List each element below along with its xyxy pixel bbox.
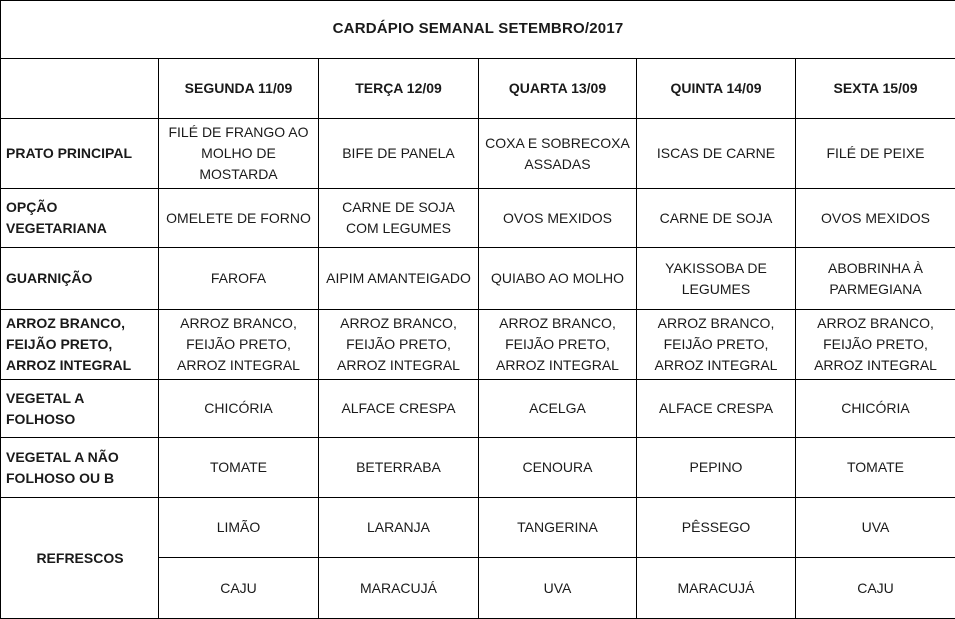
row-label-refrescos: REFRESCOS xyxy=(1,498,159,619)
menu-cell: FILÉ DE PEIXE xyxy=(796,119,955,189)
day-header-monday: SEGUNDA 11/09 xyxy=(159,59,319,119)
corner-cell xyxy=(1,59,159,119)
menu-cell: TOMATE xyxy=(159,438,319,498)
menu-cell: LIMÃO xyxy=(159,498,319,558)
menu-cell: AIPIM AMANTEIGADO xyxy=(319,248,479,310)
menu-cell: ARROZ BRANCO, FEIJÃO PRETO, ARROZ INTEGRAL xyxy=(637,310,796,380)
menu-cell: ACELGA xyxy=(479,380,637,438)
menu-cell: ARROZ BRANCO, FEIJÃO PRETO, ARROZ INTEGRAL xyxy=(319,310,479,380)
menu-cell: ISCAS DE CARNE xyxy=(637,119,796,189)
menu-cell: MARACUJÁ xyxy=(319,558,479,619)
day-header-friday: SEXTA 15/09 xyxy=(796,59,955,119)
menu-cell: OVOS MEXIDOS xyxy=(479,189,637,248)
menu-cell: CHICÓRIA xyxy=(796,380,955,438)
table-row xyxy=(1,438,955,498)
menu-cell: CENOURA xyxy=(479,438,637,498)
page-title: CARDÁPIO SEMANAL SETEMBRO/2017 xyxy=(1,1,955,59)
menu-cell: ALFACE CRESPA xyxy=(637,380,796,438)
table-row xyxy=(1,248,955,310)
menu-cell: CARNE DE SOJA COM LEGUMES xyxy=(319,189,479,248)
row-label-vegetal-nao-folhoso: VEGETAL A NÃO FOLHOSO OU B xyxy=(1,438,159,498)
row-label-arroz-feijao: ARROZ BRANCO, FEIJÃO PRETO, ARROZ INTEGRAL xyxy=(1,310,159,380)
menu-cell: FAROFA xyxy=(159,248,319,310)
menu-cell: CAJU xyxy=(796,558,955,619)
table-row xyxy=(1,119,955,189)
menu-cell: YAKISSOBA DE LEGUMES xyxy=(637,248,796,310)
row-label-prato-principal: PRATO PRINCIPAL xyxy=(1,119,159,189)
menu-cell: LARANJA xyxy=(319,498,479,558)
menu-cell: PÊSSEGO xyxy=(637,498,796,558)
menu-cell: CAJU xyxy=(159,558,319,619)
menu-cell: OMELETE DE FORNO xyxy=(159,189,319,248)
day-header-wednesday: QUARTA 13/09 xyxy=(479,59,637,119)
menu-cell: UVA xyxy=(796,498,955,558)
day-header-tuesday: TERÇA 12/09 xyxy=(319,59,479,119)
menu-cell: ALFACE CRESPA xyxy=(319,380,479,438)
menu-cell: OVOS MEXIDOS xyxy=(796,189,955,248)
menu-cell: MARACUJÁ xyxy=(637,558,796,619)
row-label-vegetal-folhoso: VEGETAL A FOLHOSO xyxy=(1,380,159,438)
menu-cell: QUIABO AO MOLHO xyxy=(479,248,637,310)
row-label-opcao-vegetariana: OPÇÃO VEGETARIANA xyxy=(1,189,159,248)
menu-cell: UVA xyxy=(479,558,637,619)
table-row xyxy=(1,189,955,248)
table-row xyxy=(1,310,955,380)
table-row xyxy=(1,380,955,438)
menu-cell: ARROZ BRANCO, FEIJÃO PRETO, ARROZ INTEGRAL xyxy=(479,310,637,380)
table-row xyxy=(1,498,955,558)
menu-cell: CHICÓRIA xyxy=(159,380,319,438)
menu-cell: BETERRABA xyxy=(319,438,479,498)
menu-cell: PEPINO xyxy=(637,438,796,498)
menu-cell: ARROZ BRANCO, FEIJÃO PRETO, ARROZ INTEGRAL xyxy=(796,310,955,380)
menu-cell: COXA E SOBRECOXA ASSADAS xyxy=(479,119,637,189)
menu-cell: TANGERINA xyxy=(479,498,637,558)
menu-cell: ARROZ BRANCO, FEIJÃO PRETO, ARROZ INTEGRAL xyxy=(159,310,319,380)
menu-cell: TOMATE xyxy=(796,438,955,498)
menu-cell: CARNE DE SOJA xyxy=(637,189,796,248)
title-row xyxy=(1,1,955,59)
row-label-guarnicao: GUARNIÇÃO xyxy=(1,248,159,310)
menu-cell: ABOBRINHA À PARMEGIANA xyxy=(796,248,955,310)
day-header-row xyxy=(1,59,955,119)
menu-cell: FILÉ DE FRANGO AO MOLHO DE MOSTARDA xyxy=(159,119,319,189)
day-header-thursday: QUINTA 14/09 xyxy=(637,59,796,119)
menu-cell: BIFE DE PANELA xyxy=(319,119,479,189)
